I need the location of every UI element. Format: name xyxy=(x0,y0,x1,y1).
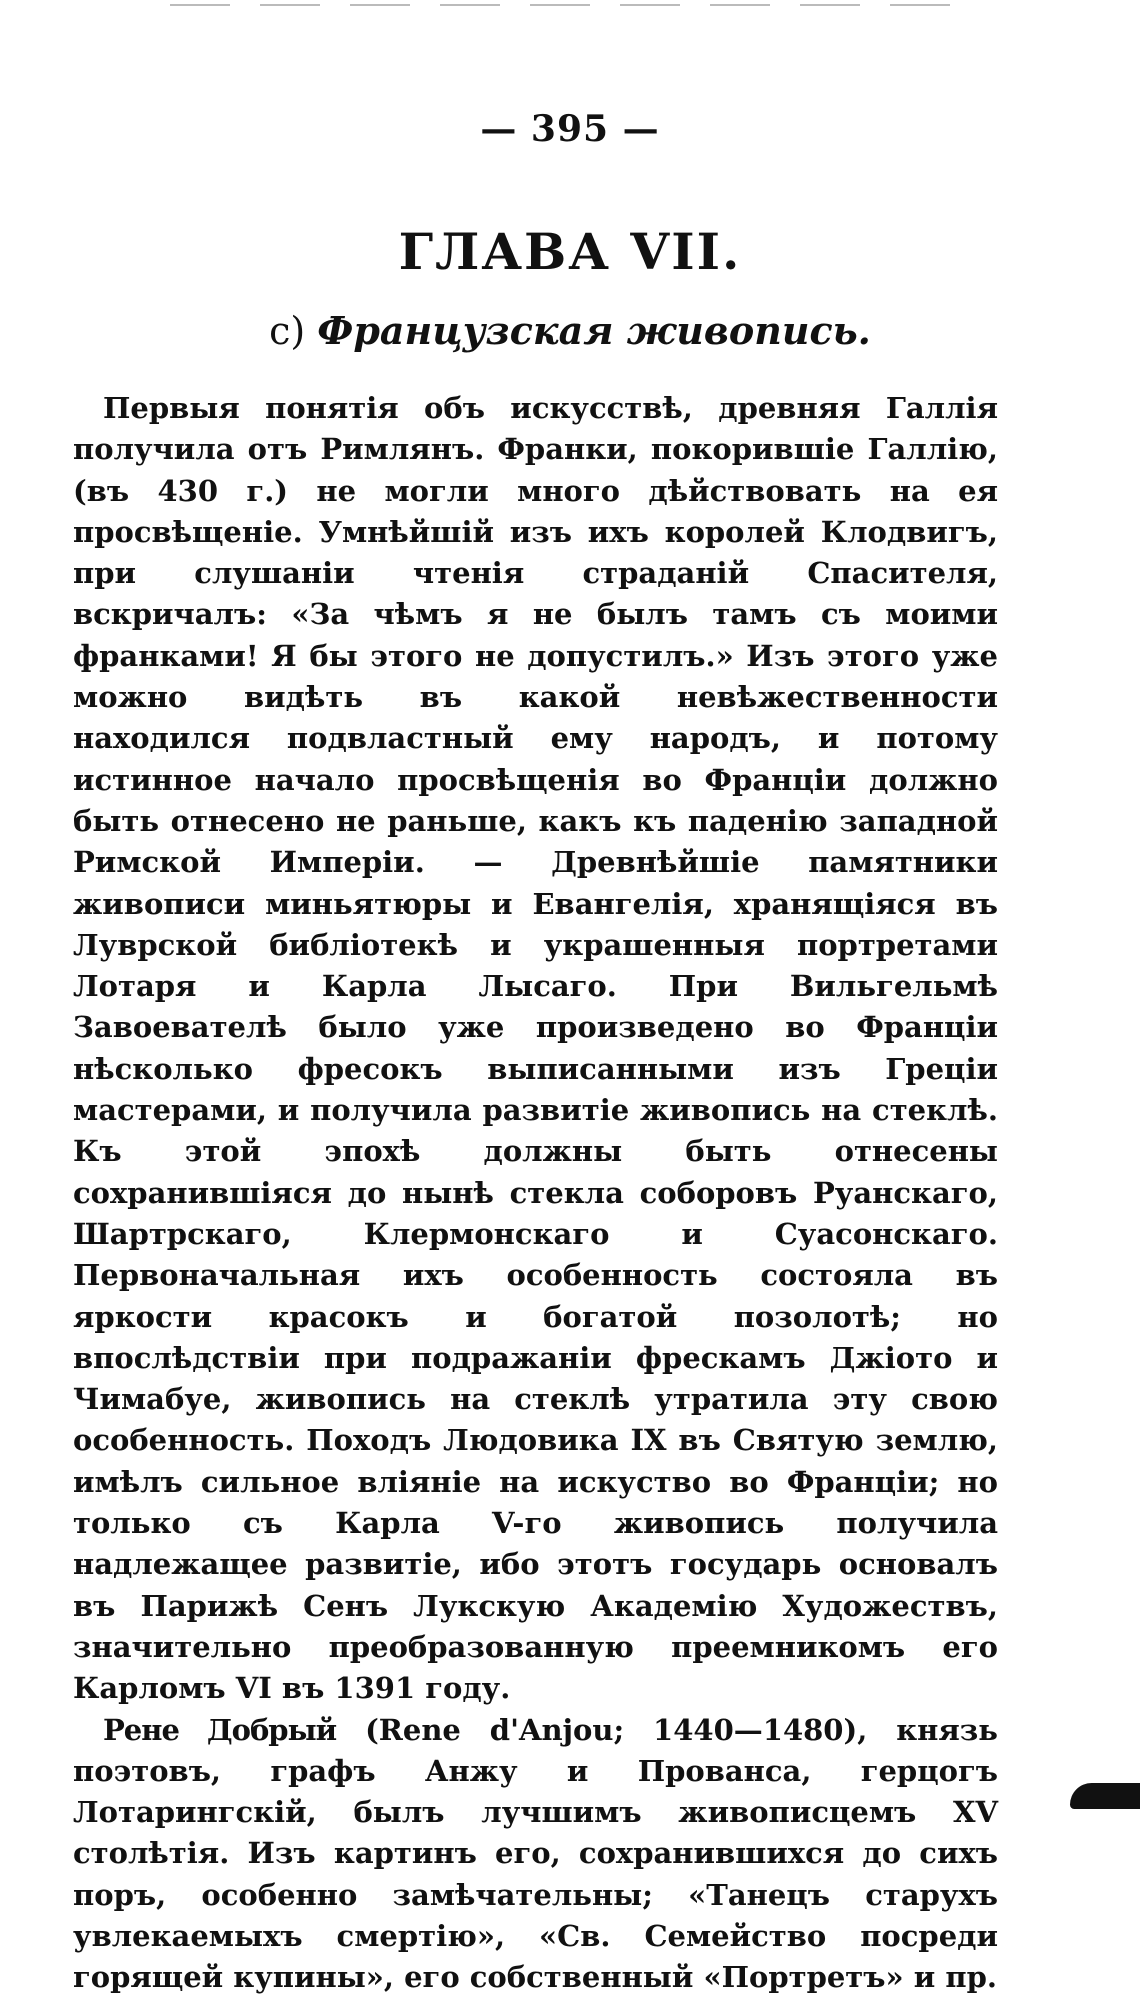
chapter-title: ГЛАВА VII. xyxy=(398,222,742,281)
top-edge-mark xyxy=(170,4,950,6)
paragraph-2 xyxy=(73,1710,998,1999)
entry-name: Рене Добрый xyxy=(103,1712,337,1747)
paragraph-1: Первыя понятія объ искусствѣ, древняя Галлія получила отъ Римлянъ. Франки, покорившіе Галлію, (въ 430 г.) не могли много дѣйствовать на ея просвѣщеніе. Умнѣйшій изъ ихъ королей Клодвигъ, при слушаніи чтенія страданій Спасителя, вскричалъ: «За чѣмъ я не былъ тамъ съ моими франками! Я бы этого не допустилъ.» Изъ этого уже можно видѣть въ какой невѣжественности находился подвластный ему народъ, и потому истинное начало просвѣщенія во Франціи должно быть отнесено не раньше, какъ къ паденію западной Римской Имперіи. — Древнѣйшіе памятники живописи миньятюры и Евангелія, хранящіяся въ Луврской библіотекѣ и украшенныя портретами Лотаря и Карла Лысаго. При Вильгельмѣ Завоевателѣ было уже произведено во Франціи нѣсколько фресокъ выписанными изъ Греціи мастерами, и получила развитіе живопись на стеклѣ. Къ этой эпохѣ должны быть отнесены сохранившіяся до нынѣ стекла соборовъ Руанскаго, Шартрскаго, Клермонскаго и Суасонскаго. Первоначальная ихъ особенность состояла въ яркости красокъ и богатой позолотѣ; но впослѣдствіи при подражаніи фрескамъ Джіото и Чимабуе, живопись на стеклѣ утратила эту свою особенность. Походъ Людовика IX въ Святую землю, имѣлъ сильное вліяніе на искуство во Франціи; но только съ Карла V-го живопись получила надлежащее развитіе, ибо этотъ государь основалъ въ Парижѣ Сенъ Лукскую Академію Художествъ, значительно преобразованную преемникомъ его Карломъ VI въ 1391 году. xyxy=(73,391,998,1706)
page-number: — 395 — xyxy=(480,108,660,150)
body-text xyxy=(73,388,998,1999)
section-title xyxy=(0,308,1140,353)
section-name: Французская живопись. xyxy=(317,308,871,353)
entry-text: (Rene d'Anjou; 1440—1480), князь поэтовъ, графъ Анжу и Прованса, герцогъ Лотарингскій, былъ лучшимъ живописцемъ XV столѣтія. Изъ картинъ его, сохранившихся до сихъ поръ, особенно замѣчательны; «Танецъ старухъ увлекаемыхъ смертію», «Св. Семейство посреди горящей купины», его собственный «Портретъ» и пр. xyxy=(73,1712,998,1995)
scan-corner-mark xyxy=(1070,1783,1140,1809)
section-prefix: c) xyxy=(269,309,306,353)
